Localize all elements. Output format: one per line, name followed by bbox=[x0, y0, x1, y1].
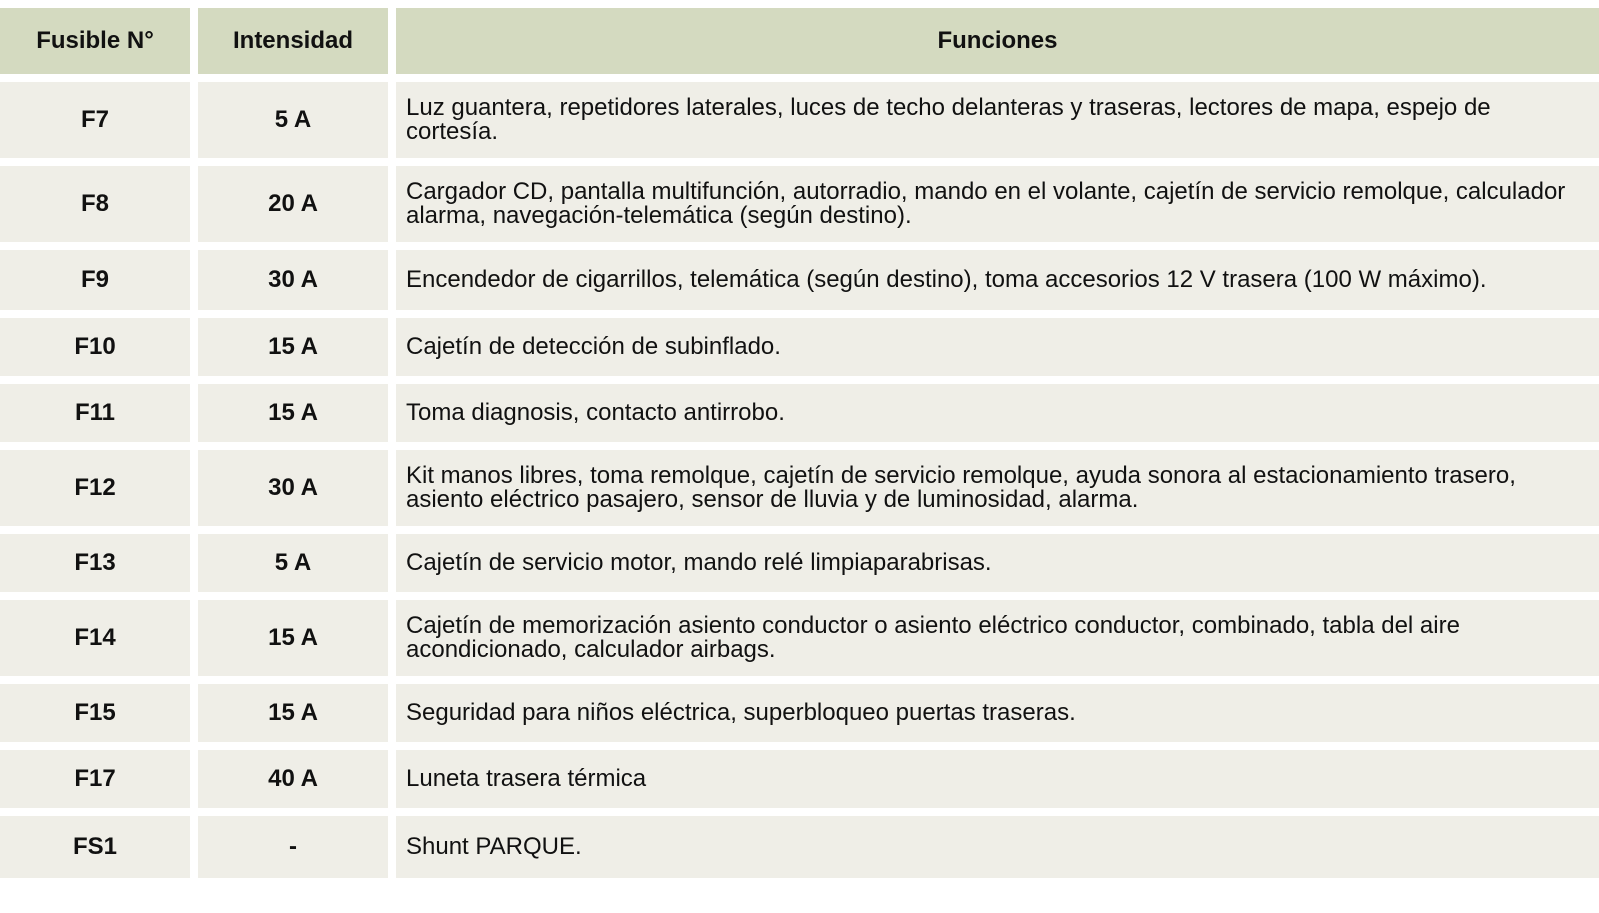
fuse-functions: Encendedor de cigarrillos, telemática (según destino), toma accesorios 12 V trasera (100 W máximo). bbox=[396, 250, 1599, 310]
fuse-intensity: 30 A bbox=[198, 250, 388, 310]
fuse-number: F10 bbox=[0, 318, 190, 376]
fuse-intensity: 15 A bbox=[198, 384, 388, 442]
fuse-intensity: 15 A bbox=[198, 318, 388, 376]
fuse-table bbox=[0, 8, 1599, 886]
fuse-intensity: 40 A bbox=[198, 750, 388, 808]
table-row bbox=[0, 684, 1599, 742]
table-row bbox=[0, 384, 1599, 442]
table-row bbox=[0, 816, 1599, 878]
table-row bbox=[0, 534, 1599, 592]
fuse-number: F8 bbox=[0, 166, 190, 242]
table-row bbox=[0, 750, 1599, 808]
table-header-row bbox=[0, 8, 1599, 74]
fuse-functions: Luz guantera, repetidores laterales, luces de techo delanteras y traseras, lectores de mapa, espejo de cortesía. bbox=[396, 82, 1599, 158]
table-row bbox=[0, 450, 1599, 526]
header-functions: Funciones bbox=[396, 8, 1599, 74]
fuse-intensity: - bbox=[198, 816, 388, 878]
header-fuse: Fusible N° bbox=[0, 8, 190, 74]
fuse-number: F11 bbox=[0, 384, 190, 442]
fuse-number: F17 bbox=[0, 750, 190, 808]
fuse-number: F14 bbox=[0, 600, 190, 676]
fuse-intensity: 30 A bbox=[198, 450, 388, 526]
fuse-number: F9 bbox=[0, 250, 190, 310]
fuse-number: F12 bbox=[0, 450, 190, 526]
fuse-intensity: 20 A bbox=[198, 166, 388, 242]
table-row bbox=[0, 250, 1599, 310]
fuse-intensity: 15 A bbox=[198, 684, 388, 742]
table-row bbox=[0, 318, 1599, 376]
fuse-functions: Luneta trasera térmica bbox=[396, 750, 1599, 808]
fuse-intensity: 5 A bbox=[198, 534, 388, 592]
fuse-functions: Shunt PARQUE. bbox=[396, 816, 1599, 878]
fuse-number: F15 bbox=[0, 684, 190, 742]
fuse-functions: Seguridad para niños eléctrica, superbloqueo puertas traseras. bbox=[396, 684, 1599, 742]
fuse-number: F7 bbox=[0, 82, 190, 158]
fuse-intensity: 5 A bbox=[198, 82, 388, 158]
fuse-functions: Kit manos libres, toma remolque, cajetín de servicio remolque, ayuda sonora al estacionamiento trasero, asiento eléctrico pasajero, sensor de lluvia y de luminosidad, alarma. bbox=[396, 450, 1599, 526]
header-intensity: Intensidad bbox=[198, 8, 388, 74]
fuse-functions: Cajetín de detección de subinflado. bbox=[396, 318, 1599, 376]
fuse-functions: Cajetín de memorización asiento conductor o asiento eléctrico conductor, combinado, tabla del aire acondicionado, calculador airbags. bbox=[396, 600, 1599, 676]
table-row bbox=[0, 166, 1599, 242]
fuse-functions: Cargador CD, pantalla multifunción, autorradio, mando en el volante, cajetín de servicio remolque, calculador alarma, navegación-telemática (según destino). bbox=[396, 166, 1599, 242]
fuse-functions: Toma diagnosis, contacto antirrobo. bbox=[396, 384, 1599, 442]
fuse-number: FS1 bbox=[0, 816, 190, 878]
table-row bbox=[0, 82, 1599, 158]
fuse-intensity: 15 A bbox=[198, 600, 388, 676]
table-row bbox=[0, 600, 1599, 676]
fuse-number: F13 bbox=[0, 534, 190, 592]
fuse-functions: Cajetín de servicio motor, mando relé limpiaparabrisas. bbox=[396, 534, 1599, 592]
